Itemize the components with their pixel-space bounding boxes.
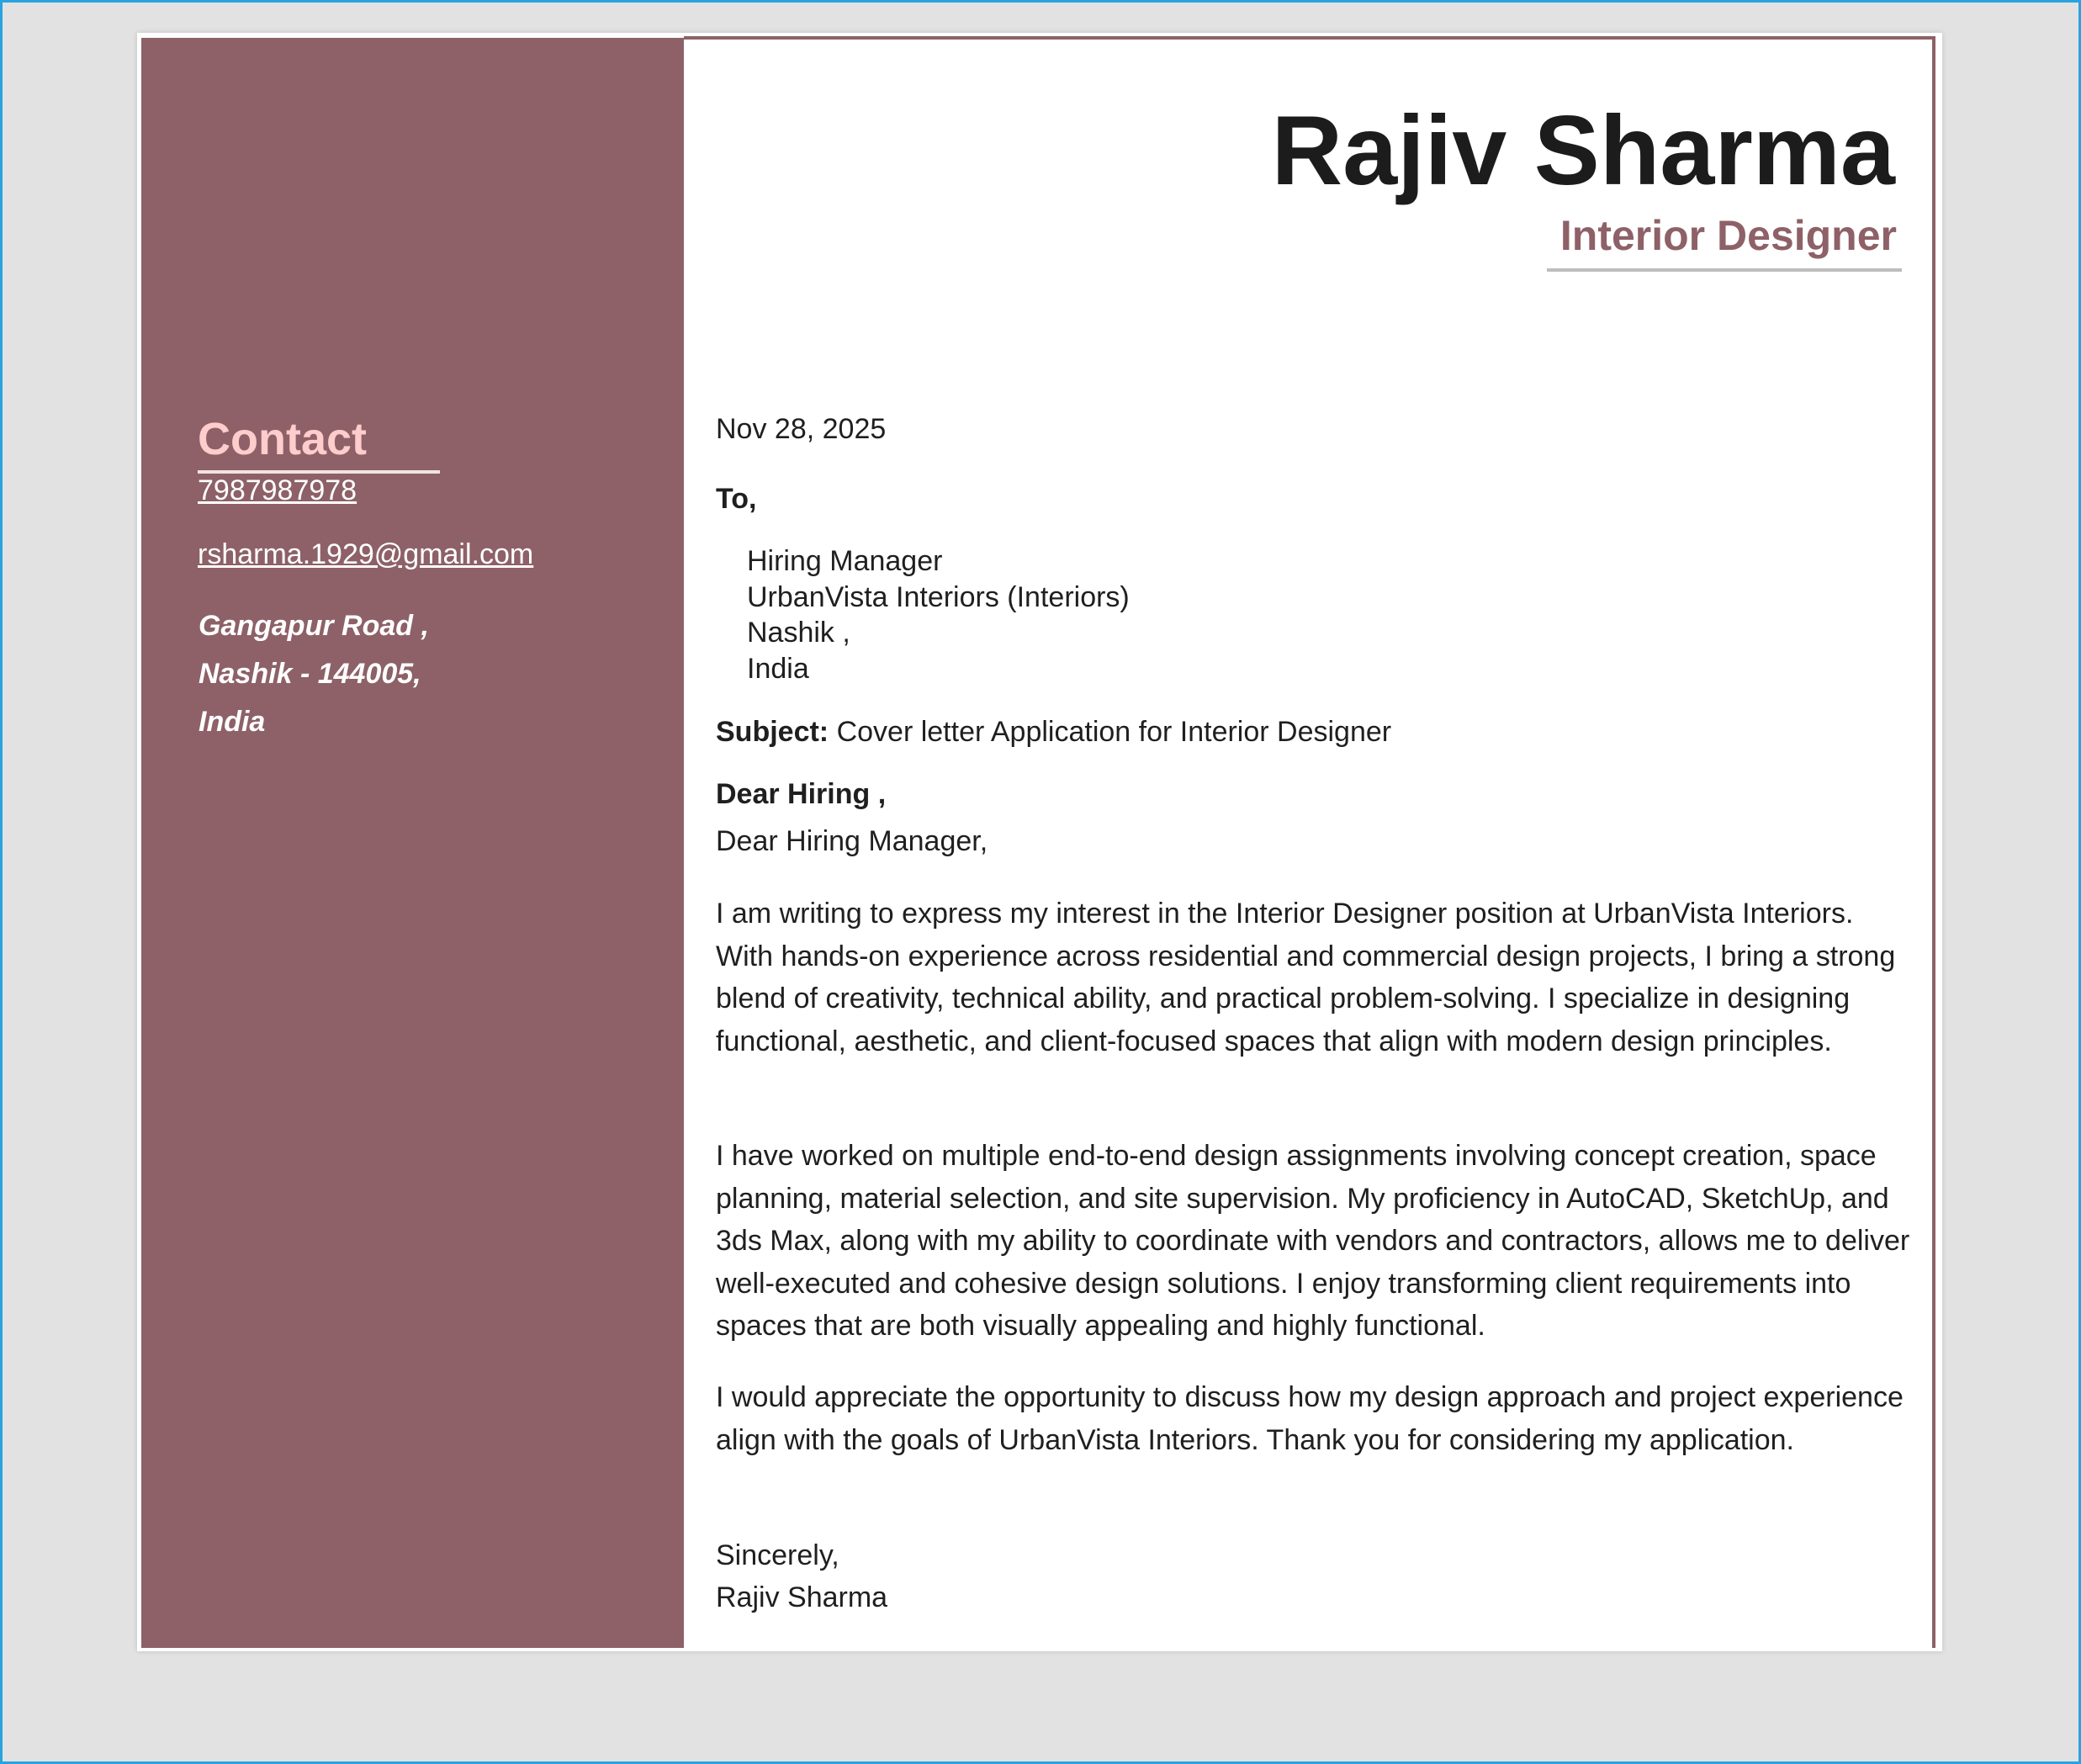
letter-paragraph-2: I have worked on multiple end-to-end design assignments involving concept creation, space planning, material selection, and site supervision. My proficiency in AutoCAD, SketchUp, and 3ds Max, along with my ability to coordinate with vendors and contractors, allows me to deliver well-executed and cohesive design solutions. I enjoy transforming client requirements into spaces that are both visually appealing and highly functional. <box>716 1140 1910 1342</box>
applicant-role: Interior Designer <box>1559 212 1897 259</box>
address-line-street: Gangapur Road , <box>199 610 429 642</box>
letter-paragraph-1: I am writing to express my interest in the Interior Designer position at UrbanVista Interiors. With hands-on experience across residential and commercial design projects, I bring a strong blend of creativity, technical ability, and practical problem-solving. I specialize in designing functional, aesthetic, and client-focused spaces that align with modern design principles. <box>716 898 1896 1057</box>
email-link[interactable]: rsharma.1929@gmail.com <box>198 538 534 570</box>
phone-link[interactable]: 7987987978 <box>198 474 357 506</box>
salutation: Dear Hiring Manager, <box>716 825 988 857</box>
subject-line <box>716 716 1391 749</box>
recipient-country: India <box>747 653 809 685</box>
recipient-title: Hiring Manager <box>747 545 943 577</box>
recipient-company: UrbanVista Interiors (Interiors) <box>747 581 1130 613</box>
address-line-country: India <box>199 706 266 738</box>
closing: Sincerely, <box>716 1539 839 1571</box>
contact-underline <box>198 470 440 474</box>
subject-label: Subject: <box>716 716 829 748</box>
letter-date: Nov 28, 2025 <box>716 413 887 445</box>
contact-sidebar <box>141 38 684 1648</box>
recipient-city: Nashik , <box>747 617 850 649</box>
signature: Rajiv Sharma <box>716 1581 888 1613</box>
address-line-city: Nashik - 144005, <box>199 658 421 690</box>
letter-paragraph-3: I would appreciate the opportunity to discuss how my design approach and project experience align with the goals of UrbanVista Interiors. Thank you for considering my application. <box>716 1381 1904 1456</box>
contact-heading: Contact <box>198 414 367 464</box>
role-underline <box>1547 268 1902 272</box>
applicant-name: Rajiv Sharma <box>1271 95 1895 205</box>
to-label: To, <box>716 483 757 515</box>
salutation-heading: Dear Hiring , <box>716 778 887 810</box>
subject-text: Cover letter Application for Interior Designer <box>829 716 1392 748</box>
